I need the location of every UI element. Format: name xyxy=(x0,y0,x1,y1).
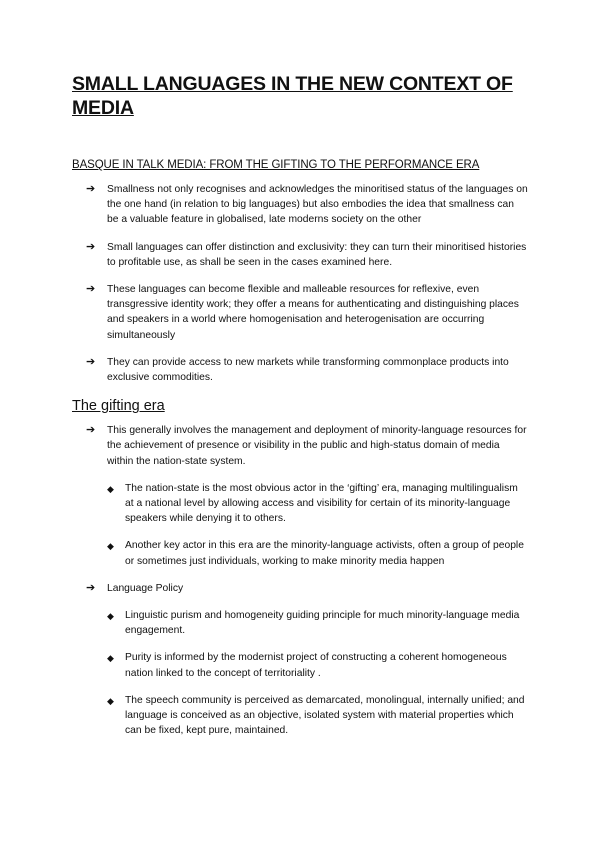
diamond-bullet-icon: ◆ xyxy=(107,541,114,552)
arrow-bullet-icon: ➔ xyxy=(86,283,96,296)
gifting-bullet-list xyxy=(72,423,528,738)
intro-bullet-list xyxy=(72,182,528,385)
gifting-bullet: ➔ This generally involves the management and deployment of minority-language resources for the achievement of presence or visibility in the public and high-status domain of media within the nation-state system. ◆ The nation-state is the most obvious actor in the ‘gifting’ era, managing multilingualism at a national level by allowing access and visibility for certain of its minority-language speakers while denying it to others. ◆ Another key actor in this era are the minority-language activists, often a group of people or sometimes just individuals, working to make minority media happen xyxy=(72,423,528,569)
language-policy-bullet: ➔ Language Policy ◆ Linguistic purism and homogeneity guiding principle for much minority-language media engagement. ◆ Purity is informed by the modernist project of constructing a coherent homogeneous nation linked to the concept of territoriality . ◆ The speech community is perceived as demarcated, monolingual, internally unified; and language is conceived as an objective, isolated system with material properties which can be fixed, kept pure, maintained. xyxy=(72,581,528,739)
diamond-bullet-icon: ◆ xyxy=(107,695,114,706)
arrow-bullet-icon: ➔ xyxy=(86,581,96,594)
arrow-bullet-icon: ➔ xyxy=(86,424,96,437)
intro-bullet: ➔ These languages can become flexible and malleable resources for reflexive, even transgressive identity work; they offer a means for authenticating and distinguishing places and speakers in a world where homogenisation and heterogenisation are occurring simultaneously xyxy=(86,283,519,341)
arrow-bullet-icon: ➔ xyxy=(86,240,96,253)
intro-bullet: ➔ Small languages can offer distinction and exclusivity: they can turn their minoritised histories to profitable use, as shall be seen in the cases examined here. xyxy=(86,240,527,268)
intro-bullet: ➔ Smallness not only recognises and acknowledges the minoritised status of the languages on the one hand (in relation to big languages) but also embodies the idea that smallness can be a valuable feature in globalised, late moderns society on the other xyxy=(86,183,528,226)
gifting-sub-bullet: ◆ Another key actor in this era are the minority-language activists, often a group of people or sometimes just individuals, working to make minority media happen xyxy=(107,540,524,567)
section-heading-gifting-era: The gifting era xyxy=(72,398,165,415)
arrow-bullet-icon: ➔ xyxy=(86,355,96,368)
diamond-bullet-icon: ◆ xyxy=(107,611,114,622)
language-policy-sub-bullet: ◆ Linguistic purism and homogeneity guiding principle for much minority-language media engagement. xyxy=(107,610,520,637)
diamond-bullet-icon: ◆ xyxy=(107,653,114,664)
gifting-sub-bullet: ◆ The nation-state is the most obvious actor in the ‘gifting’ era, managing multilingualism at a national level by allowing access and visibility for certain of its minority-language speakers while denying it to others. xyxy=(107,482,518,525)
language-policy-sub-list xyxy=(107,608,528,738)
gifting-sub-list xyxy=(107,481,528,569)
document-title: SMALL LANGUAGES IN THE NEW CONTEXT OF MEDIA xyxy=(72,73,513,119)
intro-bullet: ➔ They can provide access to new markets while transforming commonplace products into exclusive commodities. xyxy=(86,355,509,384)
language-policy-sub-bullet: ◆ Purity is informed by the modernist project of constructing a coherent homogeneous nation linked to the concept of territoriality . xyxy=(107,652,507,679)
arrow-bullet-icon: ➔ xyxy=(86,183,96,195)
diamond-bullet-icon: ◆ xyxy=(107,483,114,494)
language-policy-sub-bullet: ◆ The speech community is perceived as demarcated, monolingual, internally unified; and language is conceived as an objective, isolated system with material properties which can be fixed, kept pure, maintained. xyxy=(107,694,525,737)
document-subtitle: BASQUE IN TALK MEDIA: FROM THE GIFTING TO THE PERFORMANCE ERA xyxy=(72,159,480,171)
